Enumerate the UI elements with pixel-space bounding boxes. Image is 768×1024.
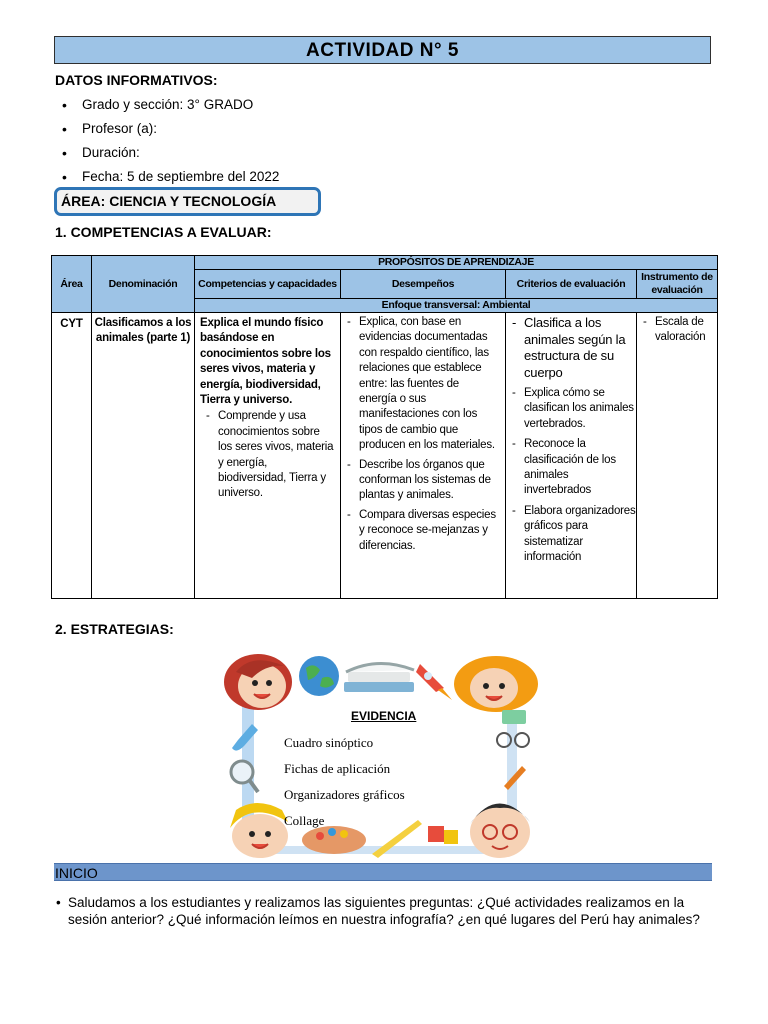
datos-item-grado: • Grado y sección: 3° GRADO (62, 95, 279, 119)
competencias-table (51, 255, 718, 599)
page-title: ACTIVIDAD N° 5 (54, 36, 711, 64)
bullet-icon: • (56, 895, 61, 910)
eraser-icon (502, 710, 526, 724)
desempenos-list (341, 315, 505, 554)
criterios-list (506, 315, 636, 565)
evidencia-item: Organizadores gráficos (284, 787, 405, 802)
cell-desempenos (341, 313, 506, 599)
criterio-item: - Elabora organizadores gráficos para sistematizar información (506, 504, 636, 566)
desempeno-item: - Explica, con base en evidencias documentadas con respaldo científico, las relaciones que establece entre: las fuentes de energía o sus manifestaciones con los tipos de cambio que producen en los materiales. (341, 315, 505, 454)
cell-area: CYT (52, 313, 92, 599)
boy-bottom-left-icon (230, 803, 288, 858)
header-instrumento: Instrumento de evaluación (637, 270, 718, 299)
competencias-heading: 1. COMPETENCIAS A EVALUAR: (55, 224, 272, 240)
capacidades-list (200, 409, 336, 501)
header-enfoque: Enfoque transversal: Ambiental (195, 299, 718, 313)
inicio-paragraph (56, 895, 716, 928)
instrumento-item: - Escala de valoración (637, 315, 717, 346)
datos-item-duracion: • Duración: (62, 143, 279, 167)
header-denominacion: Denominación (92, 256, 195, 313)
books-icon (344, 663, 414, 692)
cell-competencias (195, 313, 341, 599)
capacidad-item: - Comprende y usa conocimientos sobre los seres vivos, materia y energía, biodiversidad, Tierra y universo. (200, 409, 336, 501)
inicio-bar: INICIO (54, 863, 712, 881)
header-criterios: Criterios de evaluación (506, 270, 637, 299)
datos-heading: DATOS INFORMATIVOS: (55, 72, 218, 88)
evidencia-item: Cuadro sinóptico (284, 735, 374, 750)
puzzle-icon (428, 826, 458, 844)
boy-bottom-right-icon (470, 803, 530, 858)
criterio-item: - Explica cómo se clasifican los animales vertebrados. (506, 386, 636, 432)
evidencia-item: Fichas de aplicación (284, 761, 391, 776)
criterio-item: - Reconoce la clasificación de los animales invertebrados (506, 437, 636, 499)
header-competencias: Competencias y capacidades (195, 270, 341, 299)
competencia-text: Explica el mundo físico basándose en conocimientos sobre los seres vivos, materia y energía, biodiversidad, Tierra y universo. (200, 317, 331, 407)
cell-denominacion: Clasificamos a los animales (parte 1) (92, 313, 195, 599)
datos-item-profesor: • Profesor (a): (62, 119, 279, 143)
school-frame-illustration (222, 650, 540, 860)
criterio-item: - Clasifica a los animales según la estructura de su cuerpo (506, 315, 636, 381)
evidencia-item: Collage (284, 813, 325, 828)
evidencia-title: EVIDENCIA (351, 709, 417, 723)
area-label: ÁREA: CIENCIA Y TECNOLOGÍA (54, 187, 321, 216)
table-row (52, 313, 718, 599)
header-area: Área (52, 256, 92, 313)
palette-icon (302, 826, 366, 854)
desempeno-item: - Describe los órganos que conforman los sistemas de plantas y animales. (341, 458, 505, 504)
desempeno-item: - Compara diversas especies y reconoce se-mejanzas y diferencias. (341, 508, 505, 554)
inicio-text: Saludamos a los estudiantes y realizamos las siguientes preguntas: ¿Qué actividades realizamos en la sesión anterior? ¿Qué información leímos en nuestra infografía? ¿en qué lugares del Perú hay animales? (68, 895, 700, 927)
rocket-icon (416, 664, 452, 700)
header-propositos: PROPÓSITOS DE APRENDIZAJE (195, 256, 718, 270)
girl-top-left-icon (224, 654, 292, 710)
header-desempenos: Desempeños (341, 270, 506, 299)
estrategias-heading: 2. ESTRATEGIAS: (55, 621, 174, 637)
datos-list (62, 95, 279, 191)
globe-icon (299, 656, 339, 696)
instrumento-list (637, 315, 717, 346)
datos-item-fecha: • Fecha: 5 de septiembre del 2022 (62, 167, 279, 191)
girl-top-right-icon (454, 656, 538, 712)
cell-criterios (506, 313, 637, 599)
cell-instrumento (637, 313, 718, 599)
